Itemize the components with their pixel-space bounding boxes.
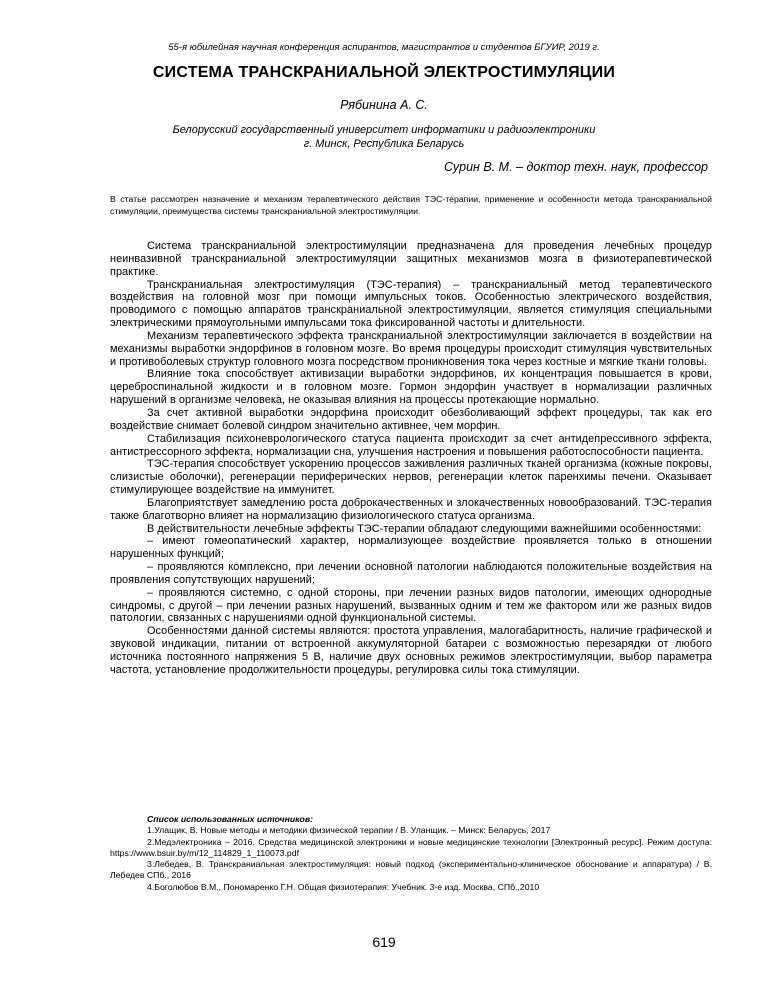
reference-item: 4.Боголюбов В.М., Пономаренко Г.Н. Общая физиотерапия: Учебник. 3-е изд. Москва, СПб.,2010 [147, 881, 540, 892]
affiliation-university: Белорусский государственный университет информатики и радиоэлектроники [172, 124, 596, 136]
reference-item: 3.Лебедев, В. Транскраниальная электростимуляция: новый подход (экспериментально-клиническое обоснование и аппаратура) / В. Лебедев СПб., 2016 [110, 859, 712, 881]
running-header: 55-я юбилейная научная конференция аспирантов, магистрантов и студентов БГУИР, 2019 г. [168, 42, 600, 53]
paper-title: СИСТЕМА ТРАНСКРАНИАЛЬНОЙ ЭЛЕКТРОСТИМУЛЯЦИИ [152, 64, 616, 81]
reference-item: 2.Медэлектроника – 2016. Средства медицинской электроники и новые медицинские технологии [Электронный ресурс]. Режим доступа: https://www.bsuir.by/m/12_114829_1_110073.pdf [110, 836, 712, 858]
paragraph: Особенностями данной системы являются: простота управления, малогабаритность, наличие графической и звуковой индикации, питании от встроенной аккумуляторной батареи с возможностью перезарядки от любого источника постоянного напряжения 5 В, наличие двух основных режимов электростимуляции, выбор параметра частота, установление продолжительности процедуры, регулировка силы тока стимуляции. [110, 625, 712, 676]
page-number: 619 [372, 934, 396, 950]
list-item: – имеют гомеопатический характер, нормализующее воздействие проявляется только в отношении нарушенных функций; [110, 535, 712, 561]
paragraph: Влияние тока способствует активизации выработки эндорфинов, их концентрация повышается в крови, цереброспинальной жидкости и в головном мозге. Гормон эндорфин участвует в нормализации различных нарушений в организме человека, не оказывая влияния на процессы протекающие нормально. [110, 368, 712, 407]
paragraph: В действительности лечебные эффекты ТЭС-терапии обладают следующими важнейшими особенностями: [147, 522, 702, 535]
paragraph: Благоприятствует замедлению роста доброкачественных и злокачественных новообразований. ТЭС-терапия также благотворно влияет на нормализацию физиологического статуса организма. [110, 496, 712, 522]
body-text [110, 240, 712, 677]
paragraph: Транскраниальная электростимуляция (ТЭС-терапия) – транскраниальный метод терапевтического воздействия на головной мозг при помощи импульсных токов. Особенностью электрического воздействия, проводимого с помощью аппаратов транскраниальной электростимуляции, является стимуляция специальными электрическими прямоугольными импульсами тока фиксированной частоты и длительности. [110, 278, 712, 330]
affiliation-city: г. Минск, Республика Беларусь [303, 138, 465, 150]
references [110, 814, 712, 893]
abstract: В статье рассмотрен назначение и механизм терапевтического действия ТЭС-терапии, применение и особенности метода транскраниальной стимуляции, преимущества системы транскраниальной электростимуляции. [110, 194, 712, 216]
affiliation [0, 123, 768, 151]
supervisor: Сурин В. М. – доктор техн. наук, профессор [444, 160, 708, 174]
paragraph: ТЭС-терапия способствует ускорению процессов заживления различных тканей организма (кожные покровы, слизистые оболочки), регенерации периферических нервов, регенерации клеток паренхимы печени. Оказывает стимулирующее воздействие на иммунитет. [110, 458, 712, 497]
list-item: – проявляются системно, с одной стороны, при лечении разных видов патологии, имеющих однородные синдромы, с другой – при лечении разных нарушений, вызванных одним и тем же фактором или же разных видов патологии, связанных с нарушениями одной функциональной системы. [110, 586, 712, 625]
references-title: Список использованных источников: [147, 814, 313, 824]
paragraph: За счет активной выработки эндорфина происходит обезболивающий эффект процедуры, так как его воздействие снимает болевой синдром значительно активнее, чем морфин. [110, 406, 712, 432]
list-item: – проявляются комплексно, при лечении основной патологии наблюдаются положительные воздействия на проявления сопутствующих нарушений; [110, 561, 712, 586]
author-name: Рябинина А. С. [340, 98, 428, 112]
paragraph: Механизм терапевтического эффекта транскраниальной электростимуляции заключается в воздействии на механизмы выработки эндорфинов в головном мозге. Во время процедуры происходит стимуляция чувствительных и противоболевых структур головного мозга посредством проникновения тока через костные и мягкие ткани головы. [110, 329, 712, 368]
reference-item: 1.Улащик, В. Новые методы и методики физической терапии / В. Уланщик. – Минск: Беларусь, 2017 [147, 825, 551, 836]
paragraph: Система транскраниальной электростимуляции предназначена для проведения лечебных процедур неинвазивной транскраниальной электростимуляции защитных механизмов мозга в физиотерапевтической практике. [110, 240, 712, 278]
paragraph: Стабилизация психоневрологического статуса пациента происходит за счет антидепрессивного эффекта, антистрессорного эффекта, нормализации сна, улучшения настроения и повышения работоспособности пациента. [110, 432, 712, 458]
